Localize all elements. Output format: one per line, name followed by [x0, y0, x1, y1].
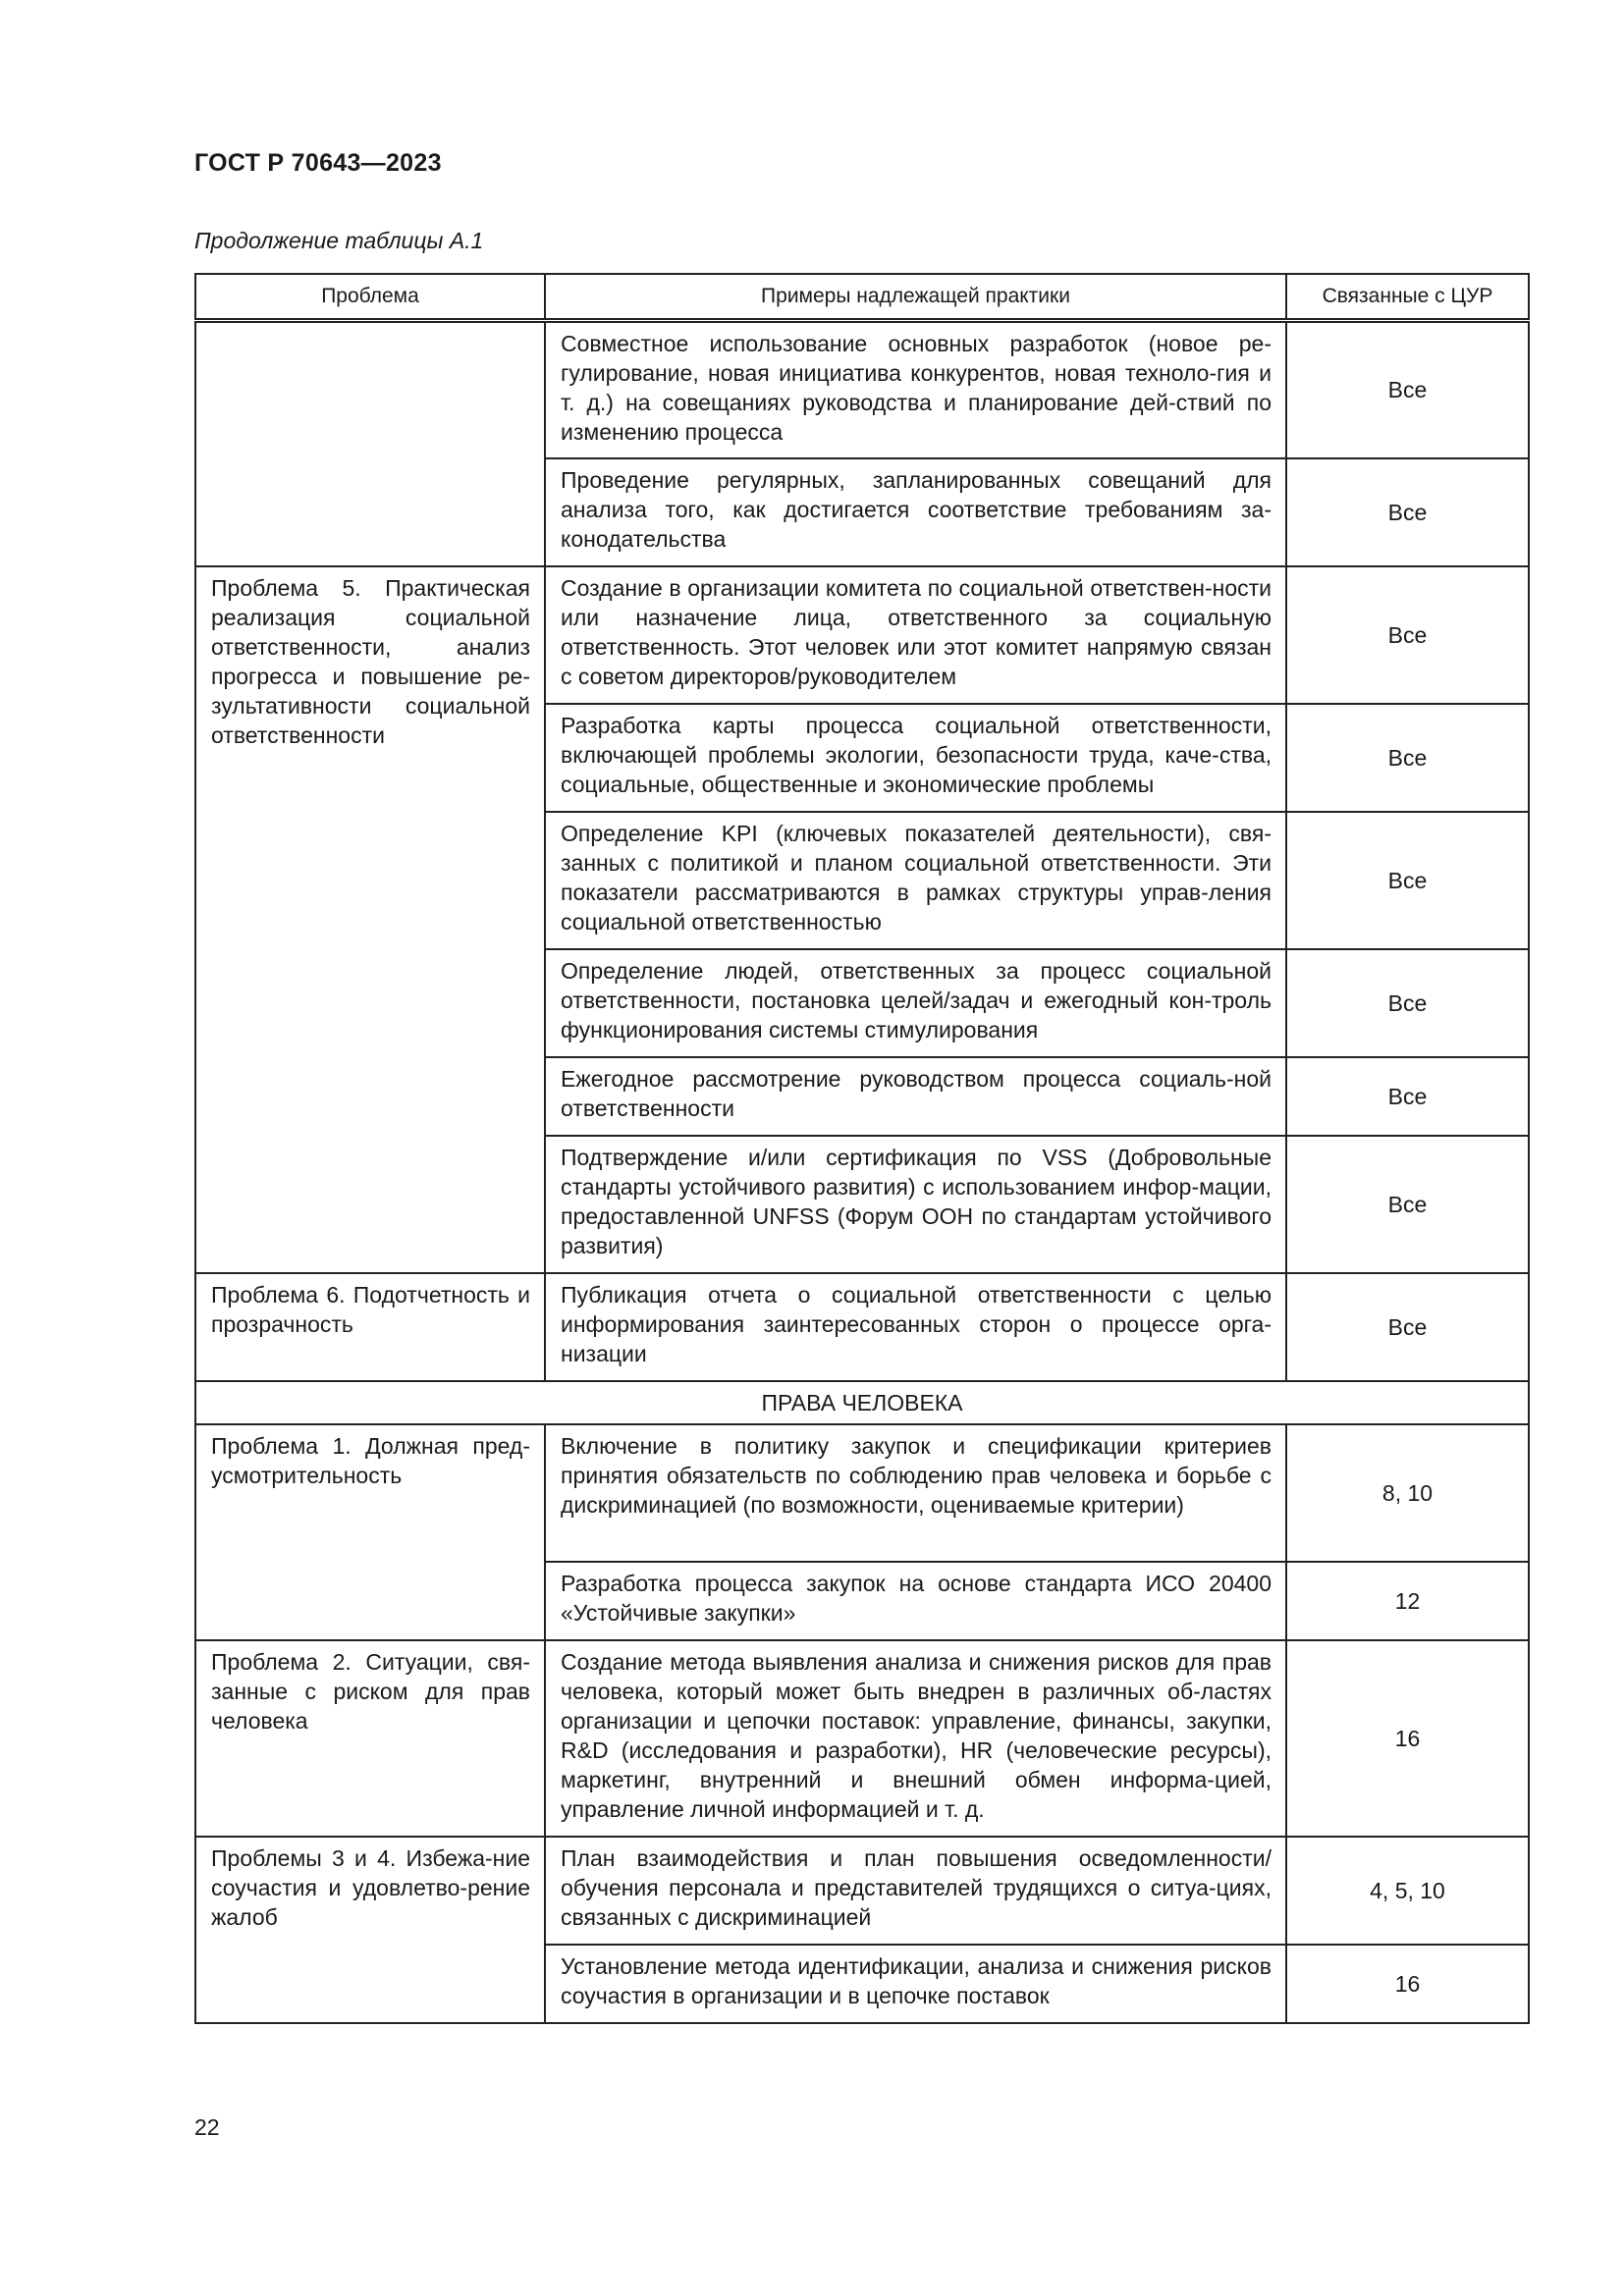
sdg-cell: 8, 10 [1286, 1424, 1529, 1562]
practice-cell: Создание в организации комитета по социальной ответствен-ности или назначение лица, ответственного за социальную ответственность. Этот человек или этот комитет напрямую связан с советом директоров/руководителем [545, 566, 1286, 704]
column-header-problem: Проблема [195, 274, 545, 321]
column-header-practice: Примеры надлежащей практики [545, 274, 1286, 321]
practice-cell: Установление метода идентификации, анализа и снижения рисков соучастия в организации и в цепочке поставок [545, 1945, 1286, 2023]
sdg-cell: Все [1286, 1136, 1529, 1273]
table-row [195, 321, 1529, 458]
table-row [195, 1837, 1529, 1945]
problem-cell: Проблема 2. Ситуации, свя-занные с риском для прав человека [195, 1640, 545, 1837]
practice-cell: План взаимодействия и план повышения осведомленности/ обучения персонала и представителей трудящихся о ситуа-циях, связанных с дискриминацией [545, 1837, 1286, 1945]
practice-cell: Создание метода выявления анализа и снижения рисков для прав человека, который может быть внедрен в различных об-ластях организации и цепочки поставок: управление, финансы, закупки, R&D (исследования и разработки), HR (человеческие ресурсы), маркетинг, внутренний и внешний обмен информа-цией, управление личной информацией и т. д. [545, 1640, 1286, 1837]
table-row [195, 566, 1529, 704]
sdg-cell: 16 [1286, 1640, 1529, 1837]
sdg-cell: Все [1286, 458, 1529, 566]
section-header-human-rights: ПРАВА ЧЕЛОВЕКА [195, 1381, 1529, 1424]
table-header-row [195, 274, 1529, 321]
problem-cell: Проблема 1. Должная пред-усмотрительность [195, 1424, 545, 1640]
document-code-header: ГОСТ Р 70643—2023 [194, 149, 442, 177]
problem-cell: Проблемы 3 и 4. Избежа-ние соучастия и удовлетво-рение жалоб [195, 1837, 545, 2023]
sdg-cell: Все [1286, 949, 1529, 1057]
practice-cell: Ежегодное рассмотрение руководством процесса социаль-ной ответственности [545, 1057, 1286, 1136]
table-row [195, 1273, 1529, 1381]
sdg-cell: Все [1286, 321, 1529, 458]
practice-cell: Разработка процесса закупок на основе стандарта ИСО 20400 «Устойчивые закупки» [545, 1562, 1286, 1640]
practice-cell: Включение в политику закупок и спецификации критериев принятия обязательств по соблюдению прав человека и борьбе с дискриминацией (по возможности, оцениваемые критерии) [545, 1424, 1286, 1562]
sdg-cell: Все [1286, 704, 1529, 812]
problem-cell: Проблема 5. Практическая реализация социальной ответственности, анализ прогресса и повышение ре-зультативности социальной ответственности [195, 566, 545, 1273]
section-header-row [195, 1381, 1529, 1424]
practices-table [194, 273, 1530, 2024]
practice-cell: Публикация отчета о социальной ответственности с целью информирования заинтересованных сторон о процессе орга-низации [545, 1273, 1286, 1381]
sdg-cell: Все [1286, 1057, 1529, 1136]
practice-cell: Определение людей, ответственных за процесс социальной ответственности, постановка целей/задач и ежегодный кон-троль функционирования системы стимулирования [545, 949, 1286, 1057]
problem-cell-continued [195, 321, 545, 566]
practice-cell: Совместное использование основных разработок (новое ре-гулирование, новая инициатива конкурентов, новая техноло-гия и т. д.) на совещаниях руководства и планирование дей-ствий по изменению процесса [545, 321, 1286, 458]
problem-cell: Проблема 6. Подотчетность и прозрачность [195, 1273, 545, 1381]
practice-cell: Определение KPI (ключевых показателей деятельности), свя-занных с политикой и планом социальной ответственности. Эти показатели рассматриваются в рамках структуры управ-ления социальной ответственностью [545, 812, 1286, 949]
table-row [195, 1424, 1529, 1562]
sdg-cell: Все [1286, 1273, 1529, 1381]
sdg-cell: Все [1286, 566, 1529, 704]
sdg-cell: Все [1286, 812, 1529, 949]
page-number: 22 [194, 2114, 220, 2140]
sdg-cell: 12 [1286, 1562, 1529, 1640]
column-header-sdg: Связанные с ЦУР [1286, 274, 1529, 321]
sdg-cell: 16 [1286, 1945, 1529, 2023]
practice-cell: Разработка карты процесса социальной ответственности, включающей проблемы экологии, безопасности труда, каче-ства, социальные, общественные и экономические проблемы [545, 704, 1286, 812]
practice-cell: Подтверждение и/или сертификация по VSS (Добровольные стандарты устойчивого развития) с использованием инфор-мации, предоставленной UNFSS (Форум ООН по стандартам устойчивого развития) [545, 1136, 1286, 1273]
sdg-cell: 4, 5, 10 [1286, 1837, 1529, 1945]
practice-cell: Проведение регулярных, запланированных совещаний для анализа того, как достигается соответствие требованиям за-конодательства [545, 458, 1286, 566]
table-row [195, 1640, 1529, 1837]
table-caption: Продолжение таблицы А.1 [194, 228, 484, 253]
